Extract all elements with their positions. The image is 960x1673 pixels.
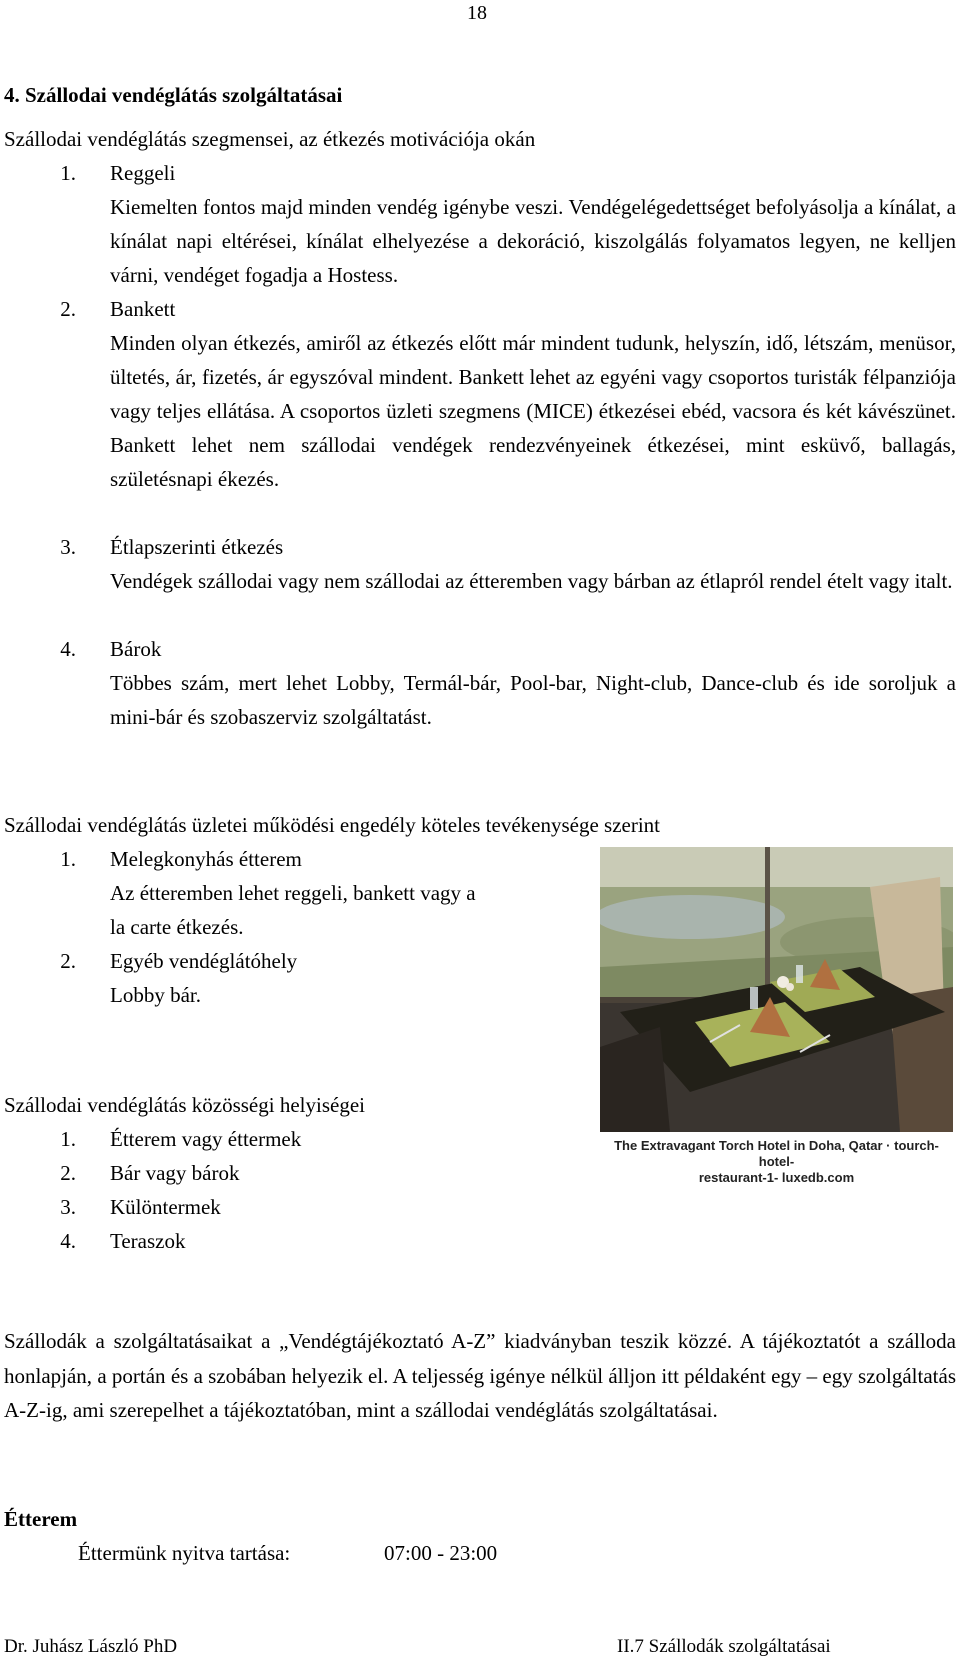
business-title: Melegkonyhás étterem [110,847,302,871]
photo-caption-line: restaurant-1- luxedb.com [698,1170,855,1185]
photo-caption [600,1138,953,1186]
page-number: 18 [467,2,487,24]
business-heading: Szállodai vendéglátás üzletei működési engedély köteles tevékenysége szerint [4,813,661,837]
community-item: Teraszok [110,1229,186,1253]
segment-number: 2. [60,297,76,321]
restaurant-heading: Étterem [4,1507,78,1531]
opening-hours-label: Éttermünk nyitva tartása: [78,1541,291,1565]
photo-caption-line: The Extravagant Torch Hotel in Doha, Qatar · tourch-hotel- [614,1138,939,1169]
restaurant-photo [600,847,953,1132]
footer-chapter: II.7 Szállodák szolgáltatásai [617,1636,831,1657]
opening-hours-value: 07:00 - 23:00 [384,1541,498,1565]
community-item: Különtermek [110,1195,221,1219]
business-number: 2. [60,949,76,973]
community-heading: Szállodai vendéglátás közösségi helyiségei [4,1093,365,1117]
segment-number: 1. [60,161,76,185]
community-number: 2. [60,1161,76,1185]
segment-body: Vendégek szállodai vagy nem szállodai az étteremben vagy bárban az étlapról rendel ételt vagy italt. [110,569,953,593]
business-description: la carte étkezés. [110,915,244,939]
segment-number: 4. [60,637,76,661]
business-description: Lobby bár. [110,983,201,1007]
community-item: Bár vagy bárok [110,1161,240,1185]
section-title: 4. Szállodai vendéglátás szolgáltatásai [4,83,343,107]
segment-title: Bárok [110,637,162,661]
business-description: Az étteremben lehet reggeli, bankett vagy a [110,881,476,905]
footer-author: Dr. Juhász László PhD [4,1636,178,1657]
community-item: Étterem vagy éttermek [110,1127,302,1151]
segment-body: Többes szám, mert lehet Lobby, Termál-bár, Pool-bar, Night-club, Dance-club és ide soroljuk a mini-bár és szobaszerviz szolgáltatást. [110,671,956,729]
community-number: 3. [60,1195,76,1219]
intro-text: Szállodai vendéglátás szegmensei, az étkezés motivációja okán [4,127,536,151]
segment-body: Kiemelten fontos majd minden vendég igénybe veszi. Vendégelégedettséget befolyásolja a kínálat, a kínálat napi eltérései, kínálat elhelyezése a dekoráció, kiszolgálás folyamatos legyen, ne kelljen várni, vendéget fogadja a Hostess. [110,195,956,287]
segment-body: Minden olyan étkezés, amiről az étkezés előtt már mindent tudunk, helyszín, idő, létszám, menüsor, ültetés, ár, fizetés, ár egyszóval mindent. Bankett lehet az egyéni vagy csoportos turisták félpanziója vagy teljes ellátása. A csoportos üzleti szegmens (MICE) étkezései ebéd, vacsora és két kávészünet. Bankett lehet nem szállodai vendégek rendezvényeinek étkezései, mint esküvő, ballagás, születésnapi ékezés. [110,331,956,491]
business-title: Egyéb vendéglátóhely [110,949,298,973]
segment-title: Reggeli [110,161,176,185]
closing-paragraph: Szállodák a szolgáltatásaikat a „Vendégtájékoztató A-Z” kiadványban teszik közzé. A tájékoztatót a szálloda honlapján, a portán és a szobában helyezik el. A teljesség igénye nélkül álljon itt példaként egy – egy szolgáltatás A-Z-ig, ami szerepelhet a tájékoztatóban, mint a szállodai vendéglátás szolgáltatásai. [4,1329,956,1422]
segment-number: 3. [60,535,76,559]
segment-title: Étlapszerinti étkezés [110,535,284,559]
community-number: 1. [60,1127,76,1151]
community-number: 4. [60,1229,76,1253]
business-number: 1. [60,847,76,871]
segment-title: Bankett [110,297,176,321]
